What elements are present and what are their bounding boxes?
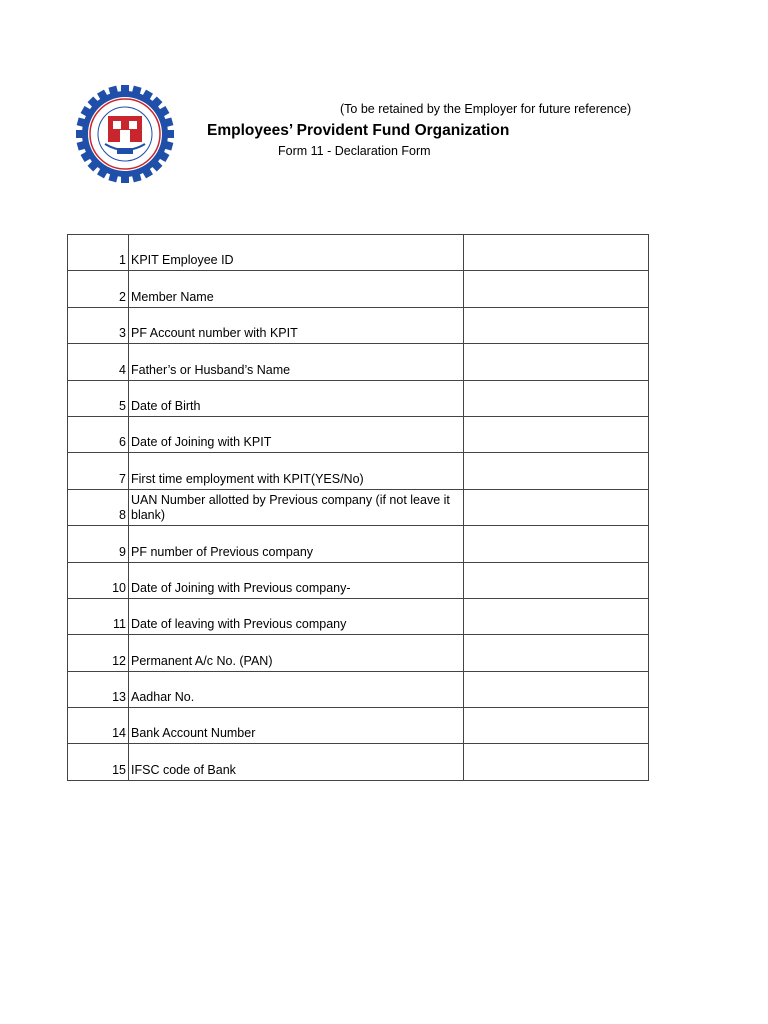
epfo-logo [67, 84, 183, 184]
field-label: Date of leaving with Previous company [129, 598, 464, 634]
organization-title: Employees’ Provident Fund Organization [207, 122, 510, 139]
field-value-cell[interactable] [464, 271, 649, 307]
table-row [68, 671, 649, 707]
table-row [68, 307, 649, 343]
field-value-cell[interactable] [464, 489, 649, 525]
field-label: Date of Birth [129, 380, 464, 416]
field-label: Permanent A/c No. (PAN) [129, 635, 464, 671]
field-label: Father’s or Husband’s Name [129, 344, 464, 380]
row-number: 13 [68, 671, 129, 707]
field-value-cell[interactable] [464, 671, 649, 707]
field-label: Date of Joining with KPIT [129, 416, 464, 452]
field-value-cell[interactable] [464, 708, 649, 744]
table-row [68, 416, 649, 452]
row-number: 8 [68, 489, 129, 525]
field-value-cell[interactable] [464, 744, 649, 780]
row-number: 4 [68, 344, 129, 380]
field-label: UAN Number allotted by Previous company (if not leave it blank) [129, 489, 464, 525]
table-row [68, 598, 649, 634]
row-number: 7 [68, 453, 129, 489]
field-label: Aadhar No. [129, 671, 464, 707]
retention-note: (To be retained by the Employer for future reference) [340, 102, 632, 116]
row-number: 15 [68, 744, 129, 780]
field-label: IFSC code of Bank [129, 744, 464, 780]
row-number: 5 [68, 380, 129, 416]
field-value-cell[interactable] [464, 526, 649, 562]
field-value-cell[interactable] [464, 307, 649, 343]
table-row [68, 708, 649, 744]
field-value-cell[interactable] [464, 344, 649, 380]
field-label: PF Account number with KPIT [129, 307, 464, 343]
field-value-cell[interactable] [464, 453, 649, 489]
table-row [68, 453, 649, 489]
table-row [68, 489, 649, 525]
table-row [68, 635, 649, 671]
field-value-cell[interactable] [464, 235, 649, 271]
table-row [68, 526, 649, 562]
field-label: First time employment with KPIT(YES/No) [129, 453, 464, 489]
field-label: KPIT Employee ID [129, 235, 464, 271]
field-label: Member Name [129, 271, 464, 307]
table-row [68, 271, 649, 307]
table-row [68, 235, 649, 271]
field-label: Date of Joining with Previous company- [129, 562, 464, 598]
field-value-cell[interactable] [464, 635, 649, 671]
row-number: 10 [68, 562, 129, 598]
row-number: 6 [68, 416, 129, 452]
table-row [68, 744, 649, 780]
field-value-cell[interactable] [464, 416, 649, 452]
row-number: 2 [68, 271, 129, 307]
declaration-table [67, 234, 649, 781]
table-row [68, 562, 649, 598]
field-value-cell[interactable] [464, 562, 649, 598]
row-number: 1 [68, 235, 129, 271]
field-value-cell[interactable] [464, 380, 649, 416]
field-label: PF number of Previous company [129, 526, 464, 562]
table-row [68, 344, 649, 380]
row-number: 9 [68, 526, 129, 562]
table-row [68, 380, 649, 416]
epfo-emblem-icon [67, 84, 183, 184]
row-number: 12 [68, 635, 129, 671]
row-number: 14 [68, 708, 129, 744]
form-title: Form 11 - Declaration Form [278, 144, 431, 158]
field-value-cell[interactable] [464, 598, 649, 634]
row-number: 3 [68, 307, 129, 343]
row-number: 11 [68, 598, 129, 634]
field-label: Bank Account Number [129, 708, 464, 744]
